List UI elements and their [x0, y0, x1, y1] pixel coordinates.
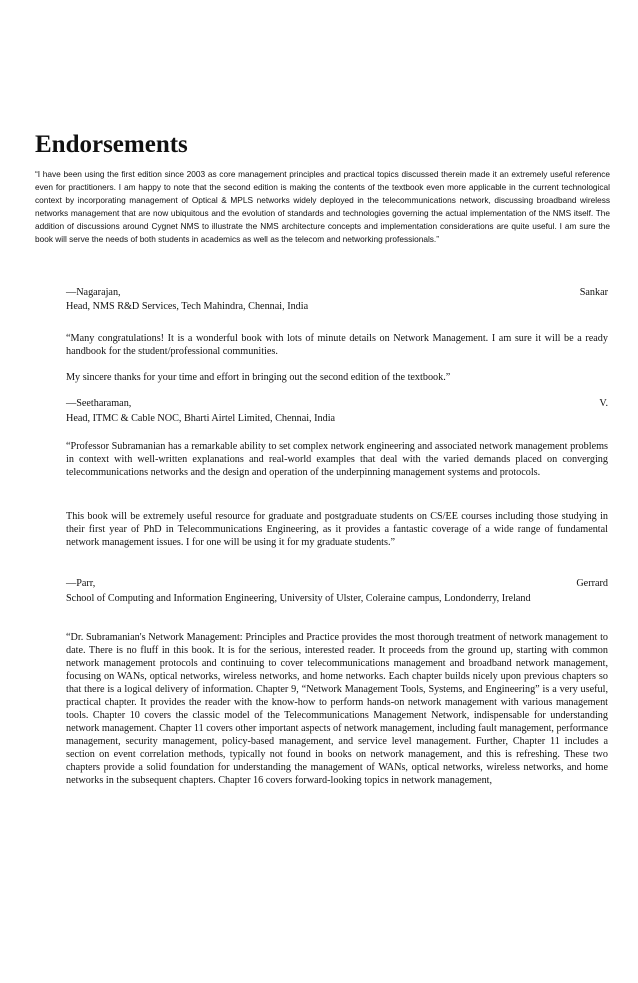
- endorsement-3-affiliation: School of Computing and Information Engineering, University of Ulster, Coleraine campus, Londonderry, Ireland: [66, 593, 531, 604]
- endorsement-1-name-left: —Nagarajan,: [66, 287, 121, 298]
- endorsement-1-name-right: Sankar: [579, 287, 608, 298]
- endorsement-3-paragraph-2: This book will be extremely useful resource for graduate and postgraduate students on CS/EE courses including those studying in their first year of PhD in Telecommunications Engineering, as it provides a fantastic coverage of a wide range of fundamental network management issues. I for one will be using it for my graduate students.”: [66, 511, 608, 548]
- endorsement-3-paragraph-1: “Professor Subramanian has a remarkable ability to set complex network engineering and associated network management problems in context with well-written explanations and real-world examples that deal with the varied demands placed on converging telecommunications networks and the design and operation of the underpinning management systems and protocols.: [66, 441, 608, 478]
- endorsement-2-paragraph-1: “Many congratulations! It is a wonderful book with lots of minute details on Network Management. I am sure it will be a ready handbook for the student/professional communities.: [66, 333, 608, 357]
- endorsement-3-name-right: Gerrard: [576, 578, 608, 589]
- endorsement-1-affiliation: Head, NMS R&D Services, Tech Mahindra, Chennai, India: [66, 301, 309, 312]
- endorsement-3-name-left: —Parr,: [66, 578, 96, 589]
- endorsement-2-name-right: V.: [599, 398, 608, 409]
- endorsement-3-attribution: [66, 577, 608, 590]
- endorsement-2-name-left: —Seetharaman,: [66, 398, 132, 409]
- page-title: Endorsements: [35, 131, 188, 158]
- endorsement-2-attribution: [66, 397, 608, 410]
- endorsement-4-paragraph-1: “Dr. Subramanian's Network Management: Principles and Practice provides the most thorough treatment of network management to date. There is no fluff in this book. It is for the serious, interested reader. It proceeds from the ground up, starting with common network management protocols and continuing to cover telecommunications management and broadband network management, focusing on WANs, optical networks, wireless networks, and home networks. Each chapter builds nicely upon previous chapters so that there is a logical delivery of information. Chapter 9, “Network Management Tools, Systems, and Engineering” is a very useful, practical chapter. It provides the reader with the know-how to perform hands-on network management with various management tools. Chapter 10 covers the classic model of the Telecommunications Management Network, indispensable for understanding network management. Chapter 11 covers other important aspects of network management, including fault management, performance management, security management, policy-based management, and service level management. Further, Chapter 11 includes a section on event correlation methods, typically not found in books on network management, and this is refreshing. These two chapters provide a solid foundation for understanding the management of WANs, optical networks, wireless networks, and home networks in the subsequent chapters. Chapter 16 covers forward-looking topics in network management,: [66, 632, 608, 786]
- endorsement-2-affiliation: Head, ITMC & Cable NOC, Bharti Airtel Limited, Chennai, India: [66, 413, 336, 424]
- endorsement-intro-paragraph: “I have been using the first edition since 2003 as core management principles and practical topics discussed therein made it an extremely useful reference even for practitioners. I am happy to note that the second edition is making the contents of the textbook even more applicable in the current technological context by incorporating management of Optical & MPLS networks widely deployed in the telecommunications network, discussing broadband wireless networks management that are now ubiquitous and the evolution of standards and technologies governing the actual implementation of the NMS itself. The addition of discussions around Cygnet NMS to illustrate the NMS architecture concepts and implementation considerations are quite useful. I am sure the book will serve the needs of both students in academics as well as the telecom and networking professionals.”: [35, 169, 610, 245]
- endorsement-2-paragraph-2: My sincere thanks for your time and effort in bringing out the second edition of the textbook.”: [66, 372, 451, 383]
- endorsement-1-attribution: [66, 286, 608, 299]
